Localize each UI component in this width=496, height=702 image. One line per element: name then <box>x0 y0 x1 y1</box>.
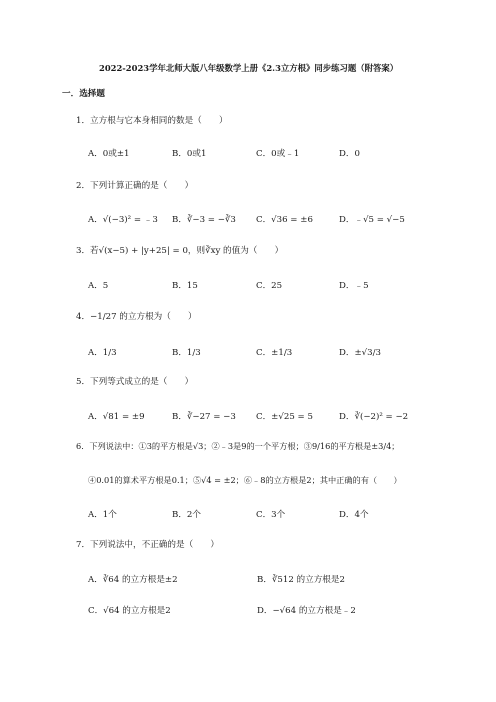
q4-option-d[interactable]: D．±√3/3 <box>339 348 381 358</box>
question-4-stem: 4．−1/27 的立方根为（ ） <box>76 312 197 322</box>
q3-option-d[interactable]: D．﹣5 <box>339 281 369 291</box>
q1-option-a[interactable]: A．0或±1 <box>88 149 130 159</box>
q2-option-a[interactable]: A．√(−3)² = ﹣3 <box>88 215 158 225</box>
q6-option-b[interactable]: B．2个 <box>172 510 201 520</box>
question-7-stem: 7．下列说法中，不正确的是（ ） <box>76 540 219 550</box>
q6-option-d[interactable]: D．4个 <box>339 510 369 520</box>
q3-option-c[interactable]: C．25 <box>256 281 283 291</box>
question-1-options <box>0 147 496 159</box>
q1-option-d[interactable]: D．0 <box>339 149 360 159</box>
q7-option-a[interactable]: A．∛64 的立方根是±2 <box>88 575 178 585</box>
q4-option-c[interactable]: C．±1/3 <box>256 348 293 358</box>
question-6-stem: 6．下列说法中：①3的平方根是√3；②﹣3是9的一个平方根；③9/16的平方根是±3/4； <box>76 441 400 451</box>
q5-option-c[interactable]: C．±√25 = 5 <box>256 412 313 422</box>
question-6-options <box>0 508 496 520</box>
q6-option-a[interactable]: A．1个 <box>88 510 117 520</box>
q6-option-c[interactable]: C．3个 <box>256 510 286 520</box>
question-1-stem: 1．立方根与它本身相同的数是（ ） <box>76 116 228 126</box>
question-3-options <box>0 279 496 291</box>
question-5-stem: 5．下列等式成立的是（ ） <box>76 377 194 387</box>
q7-option-d[interactable]: D．−√64 的立方根是﹣2 <box>257 606 356 616</box>
q2-option-d[interactable]: D．﹣√5 = √−5 <box>339 215 405 225</box>
question-3-stem: 3．若√(x−5) + |y+25| = 0，则∛xy 的值为（ ） <box>76 246 284 256</box>
q2-option-c[interactable]: C．√36 = ±6 <box>256 215 313 225</box>
question-7-options-row2 <box>0 604 496 618</box>
question-2-options <box>0 213 496 227</box>
section-heading: 一．选择题 <box>62 89 105 99</box>
question-2-stem: 2．下列计算正确的是（ ） <box>76 181 194 191</box>
q5-option-b[interactable]: B．∛−27 = −3 <box>172 412 236 422</box>
page-title: 2022-2023学年北师大版八年级数学上册《2.3立方根》同步练习题（附答案） <box>99 63 399 73</box>
q4-option-b[interactable]: B．1/3 <box>172 348 201 358</box>
q5-option-d[interactable]: D．∛(−2)² = −2 <box>339 412 409 422</box>
q4-option-a[interactable]: A．1/3 <box>88 348 117 358</box>
q7-option-b[interactable]: B．∛512 的立方根是2 <box>257 575 345 585</box>
question-4-options <box>0 346 496 360</box>
q5-option-a[interactable]: A．√81 = ±9 <box>88 412 145 422</box>
q2-option-b[interactable]: B．∛−3 = −∛3 <box>172 215 236 225</box>
q1-option-c[interactable]: C．0或﹣1 <box>256 149 300 159</box>
q3-option-b[interactable]: B．15 <box>172 281 198 291</box>
question-6-stem-continued: ④0.01的算术平方根是0.1；⑤√4 = ±2；⑥﹣8的立方根是2；其中正确的有（ ） <box>88 475 402 485</box>
question-5-options <box>0 410 496 424</box>
question-7-options-row1 <box>0 573 496 587</box>
q3-option-a[interactable]: A．5 <box>88 281 109 291</box>
q7-option-c[interactable]: C．√64 的立方根是2 <box>88 606 171 616</box>
q1-option-b[interactable]: B．0或1 <box>172 149 207 159</box>
